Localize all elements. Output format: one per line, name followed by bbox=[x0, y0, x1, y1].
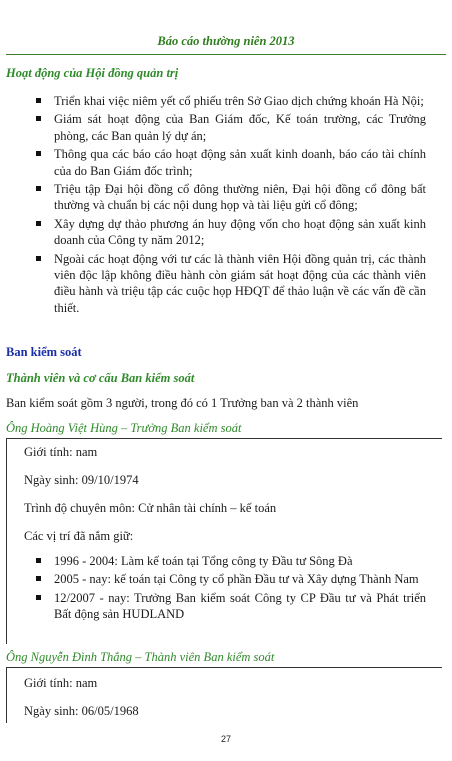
bullet-square-icon bbox=[36, 558, 41, 563]
member1-positions-list bbox=[30, 553, 426, 625]
position-item-text: 1996 - 2004: Làm kế toán tại Tổng công ty Đầu tư Sông Đà bbox=[54, 554, 353, 568]
member1-education: Trình độ chuyên môn: Cử nhân tài chính – kế toán bbox=[24, 501, 277, 515]
board-activities-heading: Hoạt động của Hội đồng quản trị bbox=[6, 66, 179, 80]
board-activity-item-text: Thông qua các báo cáo hoạt động sản xuất kinh doanh, báo cáo tài chính của do Ban Giám đốc trình; bbox=[54, 147, 426, 178]
position-item bbox=[30, 571, 426, 587]
position-item bbox=[30, 590, 426, 623]
board-activity-item bbox=[30, 181, 426, 214]
bullet-square-icon bbox=[36, 116, 41, 121]
member1-name: Ông Hoàng Việt Hùng – Trưởng Ban kiểm soát bbox=[6, 421, 242, 435]
board-activity-item bbox=[30, 216, 426, 249]
board-activity-item bbox=[30, 93, 426, 109]
bullet-square-icon bbox=[36, 595, 41, 600]
member1-positions-label: Các vị trí đã nắm giữ: bbox=[24, 529, 134, 543]
board-activity-item bbox=[30, 251, 426, 317]
member1-divider bbox=[6, 438, 442, 439]
board-activity-item bbox=[30, 146, 426, 179]
member2-name: Ông Nguyễn Đình Thắng – Thành viên Ban kiểm soát bbox=[6, 650, 275, 664]
header-divider bbox=[6, 54, 446, 55]
board-activity-item-text: Triệu tập Đại hội đồng cổ đông thường niên, Đại hội đồng cổ đông bất thường và chuẩn bị các nội dung họp và tài liệu gửi cổ đông; bbox=[54, 182, 426, 213]
member2-gender: Giới tính: nam bbox=[24, 676, 98, 690]
supervisory-intro: Ban kiểm soát gồm 3 người, trong đó có 1 Trưởng ban và 2 thành viên bbox=[6, 396, 359, 410]
bullet-square-icon bbox=[36, 576, 41, 581]
position-item-text: 2005 - nay: kế toán tại Công ty cổ phần Đầu tư và Xây dựng Thành Nam bbox=[54, 572, 419, 587]
member1-gender: Giới tính: nam bbox=[24, 445, 98, 459]
member2-side-bar bbox=[6, 667, 7, 723]
bullet-square-icon bbox=[36, 151, 41, 156]
bullet-square-icon bbox=[36, 186, 41, 191]
member2-divider bbox=[6, 667, 442, 668]
board-activity-item-text: Ngoài các hoạt động với tư các là thành viên Hội đồng quản trị, các thành viên độc lập không điều hành còn giám sát hoạt động của các thành viên điều hành và triệu tập các cuộc họp HĐQT để thảo luận về các vấn đề cần thiết. bbox=[54, 251, 426, 315]
supervisory-subheading: Thành viên và cơ cấu Ban kiểm soát bbox=[6, 371, 195, 385]
board-activities-list bbox=[30, 93, 426, 318]
board-activity-item-text: Triển khai việc niêm yết cổ phiếu trên Sở Giao dịch chứng khoán Hà Nội; bbox=[54, 94, 424, 108]
bullet-square-icon bbox=[36, 98, 41, 103]
bullet-square-icon bbox=[36, 221, 41, 226]
page-number: 27 bbox=[220, 734, 231, 744]
report-header: Báo cáo thường niên 2013 bbox=[157, 34, 295, 48]
board-activity-item bbox=[30, 111, 426, 144]
member2-dob: Ngày sinh: 06/05/1968 bbox=[24, 704, 139, 718]
board-activity-item-text: Giám sát hoạt động của Ban Giám đốc, Kế toán trường, các Trưởng phòng, các Ban quản lý dự án; bbox=[54, 112, 426, 143]
position-item bbox=[30, 553, 426, 569]
bullet-square-icon bbox=[36, 256, 41, 261]
board-activity-item-text: Xây dựng dự thảo phương án huy động vốn cho hoạt động sản xuất kinh doanh của Công ty năm 2012; bbox=[54, 216, 426, 248]
position-item-text: 12/2007 - nay: Trưởng Ban kiểm soát Công ty CP Đầu tư và Phát triển Bất động sản HUDLAND bbox=[54, 590, 426, 622]
member1-dob: Ngày sinh: 09/10/1974 bbox=[24, 473, 139, 487]
member1-side-bar bbox=[6, 438, 7, 644]
supervisory-heading: Ban kiểm soát bbox=[6, 345, 82, 359]
